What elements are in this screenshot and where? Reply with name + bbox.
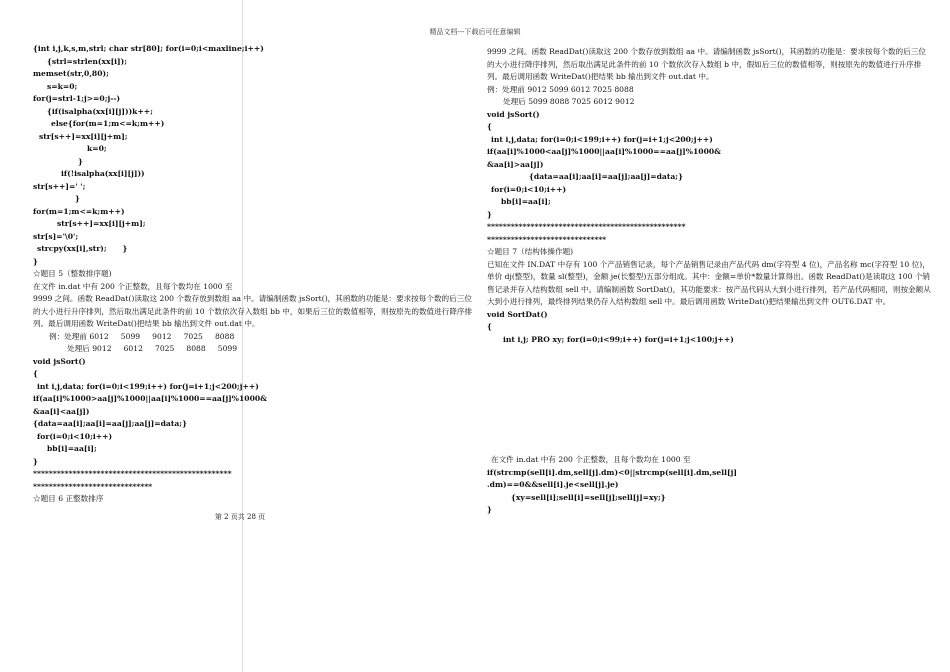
right-line: 例：处理前 9012 5099 6012 7025 8088	[487, 84, 634, 94]
right-bottom-line: .dm)==0&&sell[i].je<sell[j].je)	[487, 480, 619, 489]
page-footer: 第 2 页共 28 页	[214, 513, 266, 521]
left-line: str[s++]=xx[i][j+m];	[39, 131, 128, 141]
right-line: 处理后 5099 8088 7025 6012 9012	[503, 97, 635, 106]
left-line: {if(isalpha(xx[i][j]))k++;	[47, 106, 153, 116]
left-line: void jsSort()	[33, 356, 86, 366]
right-line: ******************************	[487, 234, 607, 244]
right-line: {data=aa[i];aa[i]=aa[j];aa[j]=data;}	[529, 172, 683, 181]
right-line: void jsSort()	[487, 109, 540, 119]
right-line: 9999 之间。函数 ReadDat()读取这 200 个数存放到数组 aa 中。请编制函数 jsSort()，其函数的功能是：要求按每个数的后三位的大小进行降序排列，然后取出满足此条件的前 10 个数依次存入数组 b 中，假如后三位的数值相等，则按原先的数值进行升序排列。最后调用函数 WriteDat()把结果 bb 输出到文件 out.dat 中。	[487, 47, 926, 81]
right-line: ☆题目 7（结构体操作题)	[487, 247, 574, 256]
right-line: bb[i]=aa[i];	[501, 197, 551, 206]
left-line: for(j=strl-1;j>=0;j--)	[33, 94, 121, 103]
left-line: 例：处理前 6012 5099 9012 7025 8088	[49, 331, 235, 341]
right-bottom-line: if(strcmp(sell[i].dm,sell[j].dm)<0||strcmp(sell[i].dm,sell[j]	[487, 467, 737, 477]
left-line: ******************************	[33, 481, 153, 491]
left-line: ☆题目 6 正整数排序	[33, 494, 104, 503]
left-line: }	[78, 156, 83, 166]
left-line: strcpy(xx[i],str); }	[37, 244, 128, 253]
left-line: {data=aa[i];aa[i]=aa[j];aa[j]=data;}	[33, 419, 187, 428]
right-bottom-line: {xy=sell[i];sell[i]=sell[j];sell[j]=xy;}	[511, 492, 666, 502]
left-line: s=k=0;	[47, 81, 78, 91]
left-line: 在文件 in.dat 中有 200 个正整数，且每个数均在 1000 至	[33, 281, 233, 291]
left-column	[33, 43, 478, 506]
left-line: &aa[i]<aa[j])	[33, 406, 90, 416]
left-line: 处理后 9012 6012 7025 8088 5099	[67, 344, 238, 353]
page-header: 精品文档---下载后可任意编辑	[429, 28, 521, 36]
right-line: {	[487, 122, 492, 131]
left-line: k=0;	[87, 144, 107, 153]
left-line: if(aa[i]%1000>aa[j]%1000||aa[i]%1000==aa[j]%1000&	[33, 394, 267, 403]
right-line: **************************************************	[487, 222, 686, 231]
left-line: if(!isalpha(xx[i][j]))	[61, 169, 145, 178]
left-line: {	[33, 369, 38, 378]
left-line: ☆题目 5（整数排序题)	[33, 269, 112, 278]
right-line: &aa[i]>aa[j])	[487, 159, 544, 169]
right-line: int i,j; PRO xy; for(i=0;i<99;i++) for(j=i+1;j<100;j++)	[503, 334, 734, 344]
right-line: int i,j,data; for(i=0;i<199;i++) for(j=i+1;j<200;j++)	[491, 134, 713, 144]
right-bottom-block	[487, 454, 932, 517]
left-line: **************************************************	[33, 469, 232, 478]
right-column	[487, 46, 932, 346]
right-bottom-line: 在文件 in.dat 中有 200 个正整数，且每个数均在 1000 至	[491, 455, 691, 464]
left-line: memset(str,0,80);	[33, 69, 109, 78]
right-line: {	[487, 322, 492, 331]
left-line: str[s++]=xx[i][j+m];	[57, 219, 146, 228]
left-line: }	[33, 456, 38, 466]
left-line: for(i=0;i<10;i++)	[37, 431, 113, 441]
left-line: {strl=strlen(xx[i]);	[47, 56, 128, 66]
right-line: for(i=0;i<10;i++)	[491, 184, 567, 194]
right-line: 已知在文件 IN.DAT 中存有 100 个产品销售记录，每个产品销售记录由产品代码 dm(字符型 4 位)，产品名称 mc(字符型 10 位)，单价 dj(整型)，数量 sl(整型)，金额 je(长整型)五部分组成。其中：金额=单价*数量计算得出。函数 ReadDat()是读取这 100 个销售记录并存入结构数组 sell 中。请编制函数 SortDat()，其功能要求：按产品代码从大到小进行排列，若产品代码相同，则按金额从大到小进行排列，最终排列结果仍存入结构数组 sell 中。最后调用函数 WriteDat()把结果输出到文件 OUT6.DAT 中。	[487, 259, 931, 306]
right-line: void SortDat()	[487, 309, 548, 319]
left-line: str[s]='\0';	[33, 231, 79, 241]
left-line: int i,j,data; for(i=0;i<199;i++) for(j=i+1;j<200;j++)	[37, 381, 259, 391]
left-line: {int i,j,k,s,m,strl; char str[80]; for(i=0;i<maxline;i++)	[33, 44, 264, 53]
left-line: for(m=1;m<=k;m++)	[33, 206, 125, 216]
right-line: }	[487, 209, 492, 219]
left-line: bb[i]=aa[i];	[47, 444, 97, 453]
left-line: }	[33, 256, 38, 266]
right-bottom-line: }	[487, 505, 492, 514]
left-line: else{for(m=1;m<=k;m++)	[51, 119, 165, 128]
left-line: }	[75, 194, 80, 203]
right-line: if(aa[i]%1000<aa[j]%1000||aa[i]%1000==aa[j]%1000&	[487, 147, 721, 156]
left-line: 9999 之间。函数 ReadDat()读取这 200 个数存放到数组 aa 中。请编制函数 jsSort()，其函数的功能是：要求按每个数的后三位的大小进行升序排列，然后取出满足此条件的前 10 个数依次存入数组 bb 中，如果后三位的数值相等，则按原先的数值进行降序排列。最后调用函数 WriteDat()把结果 bb 输出到文件 out.dat 中。	[33, 294, 473, 328]
left-line: str[s++]=' ';	[33, 181, 86, 191]
